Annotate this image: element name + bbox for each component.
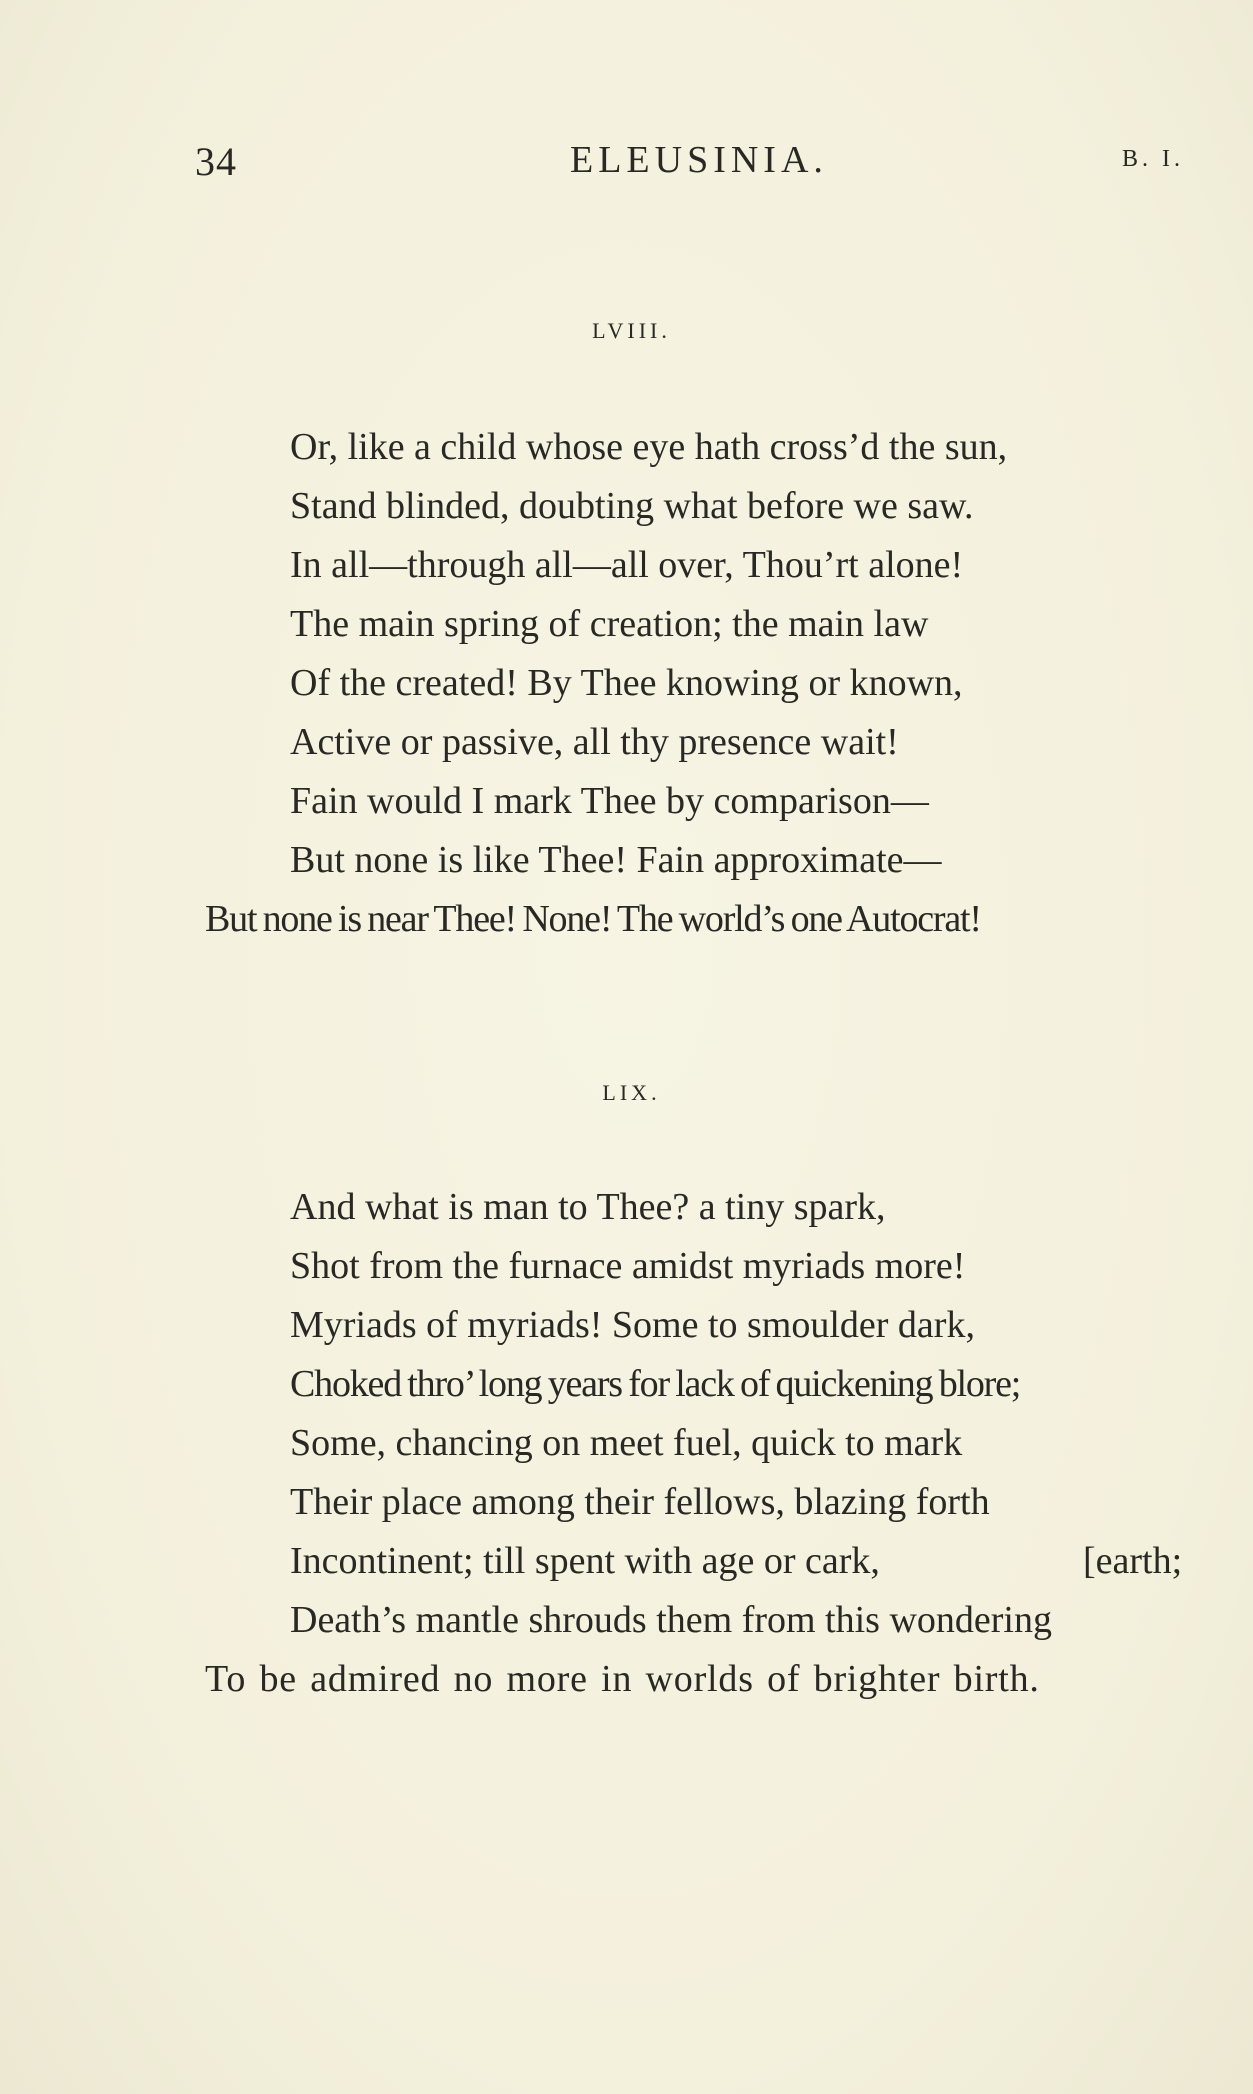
stanza-line: Or, like a child whose eye hath cross’d the sun, xyxy=(290,426,1008,468)
stanza-line: Incontinent; till spent with age or cark, xyxy=(290,1540,880,1582)
stanza-line: Of the created! By Thee knowing or known, xyxy=(290,662,963,704)
running-title: ELEUSINIA. xyxy=(570,139,828,181)
stanza-line-turnover: [earth; xyxy=(1083,1540,1183,1582)
stanza-line: The main spring of creation; the main law xyxy=(290,603,929,645)
stanza-line: In all—through all—all over, Thou’rt alone! xyxy=(290,544,964,586)
stanza-line: Shot from the furnace amidst myriads more! xyxy=(290,1245,966,1287)
stanza-line: Choked thro’ long years for lack of quickening blore; xyxy=(290,1363,1021,1405)
stanza-line: Death’s mantle shrouds them from this wondering xyxy=(290,1599,1052,1641)
stanza-line: Fain would I mark Thee by comparison— xyxy=(290,780,929,822)
stanza-line: Active or passive, all thy presence wait! xyxy=(290,721,899,763)
book-marker: B. I. xyxy=(1122,146,1184,172)
stanza-number-lix: LIX. xyxy=(602,1080,661,1105)
stanza-line: But none is near Thee! None! The world’s one Autocrat! xyxy=(205,898,981,940)
stanza-line: Myriads of myriads! Some to smoulder dark, xyxy=(290,1304,975,1346)
stanza-line: Some, chancing on meet fuel, quick to mark xyxy=(290,1422,963,1464)
stanza-number-lviii: LVIII. xyxy=(592,318,671,343)
stanza-line: But none is like Thee! Fain approximate— xyxy=(290,839,942,881)
stanza-line: Stand blinded, doubting what before we saw. xyxy=(290,485,974,527)
stanza-line: To be admired no more in worlds of brighter birth. xyxy=(205,1658,1040,1700)
page-number: 34 xyxy=(195,139,237,184)
stanza-line: Their place among their fellows, blazing forth xyxy=(290,1481,990,1523)
running-header xyxy=(0,138,1253,188)
stanza-line: And what is man to Thee? a tiny spark, xyxy=(290,1186,886,1228)
